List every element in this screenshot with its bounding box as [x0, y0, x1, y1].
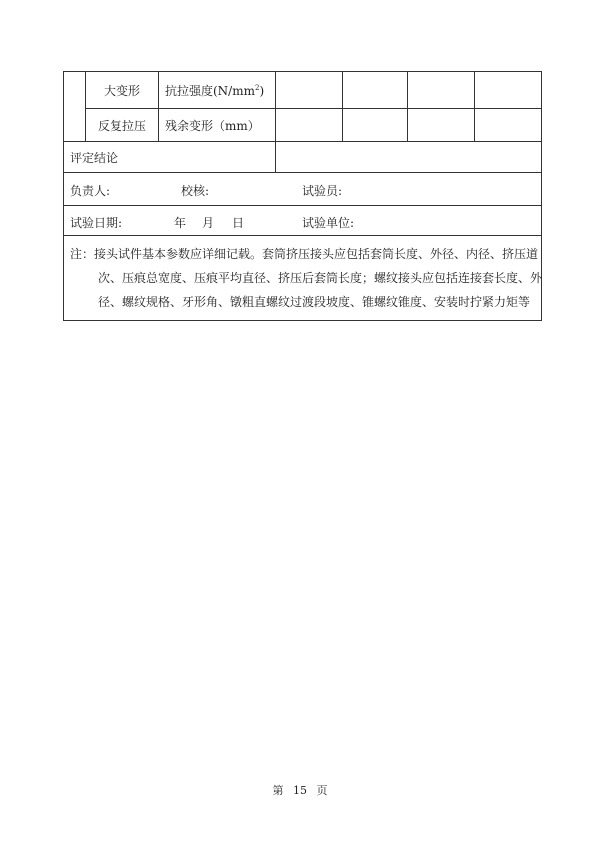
day-label: 日: [232, 215, 245, 230]
group-label-cell: [86, 109, 159, 142]
note-cell: [64, 236, 542, 321]
page-prefix: 第: [272, 784, 284, 797]
unit-superscript: 2: [254, 83, 260, 92]
tensile-strength-label: 抗拉强度(N/mm: [165, 83, 255, 98]
value-cell[interactable]: [343, 72, 408, 109]
residual-deformation-label: 残余变形（mm）: [165, 118, 260, 133]
table-row: [64, 72, 542, 109]
value-cell[interactable]: [343, 109, 408, 142]
test-report-table: [63, 71, 542, 321]
table-row: [64, 206, 542, 236]
note-line-1: 注：接头试件基本参数应详细记载。套筒挤压接头应包括套筒长度、外径、内径、挤压道: [70, 247, 539, 261]
note-line-3: 径、螺纹规格、牙形角、镦粗直螺纹过渡段坡度、锥螺纹锥度、安装时拧紧力矩等: [98, 295, 531, 309]
test-date-label: 试验日期:: [70, 215, 123, 230]
conclusion-label: 评定结论: [70, 150, 119, 165]
blank-left-cell: [64, 72, 86, 142]
value-cell[interactable]: [475, 72, 542, 109]
value-cell[interactable]: [408, 109, 475, 142]
value-cell[interactable]: [276, 109, 343, 142]
page-suffix: 页: [316, 784, 328, 797]
checker-label: 校核:: [181, 184, 210, 198]
table-row: [64, 109, 542, 142]
unit-close-paren: ): [259, 83, 265, 98]
item-label-cell: [159, 72, 276, 109]
group-label-large-deformation: 大变形: [103, 83, 140, 98]
tester-label: 试验员:: [302, 184, 343, 198]
page-number: 15: [293, 784, 307, 797]
table-row: [64, 173, 542, 206]
table-row: [64, 142, 542, 173]
value-cell[interactable]: [276, 72, 343, 109]
table-row: [64, 236, 542, 321]
responsible-label: 负责人:: [70, 184, 111, 198]
group-label-cyclic-loading: 反复拉压: [97, 118, 146, 133]
value-cell[interactable]: [475, 109, 542, 142]
month-label: 月: [202, 215, 215, 230]
page-footer: [0, 782, 600, 798]
signature-row: [64, 173, 542, 206]
conclusion-value-cell[interactable]: [276, 142, 542, 173]
year-label: 年: [174, 215, 187, 230]
group-label-cell: [86, 72, 159, 109]
note-line-2: 次、压痕总宽度、压痕平均直径、挤压后套筒长度；螺纹接头应包括连接套长度、外: [98, 271, 543, 285]
date-unit-row: [64, 206, 542, 236]
conclusion-label-cell: [64, 142, 276, 173]
item-label-cell: [159, 109, 276, 142]
value-cell[interactable]: [408, 72, 475, 109]
test-unit-label: 试验单位:: [302, 215, 355, 230]
